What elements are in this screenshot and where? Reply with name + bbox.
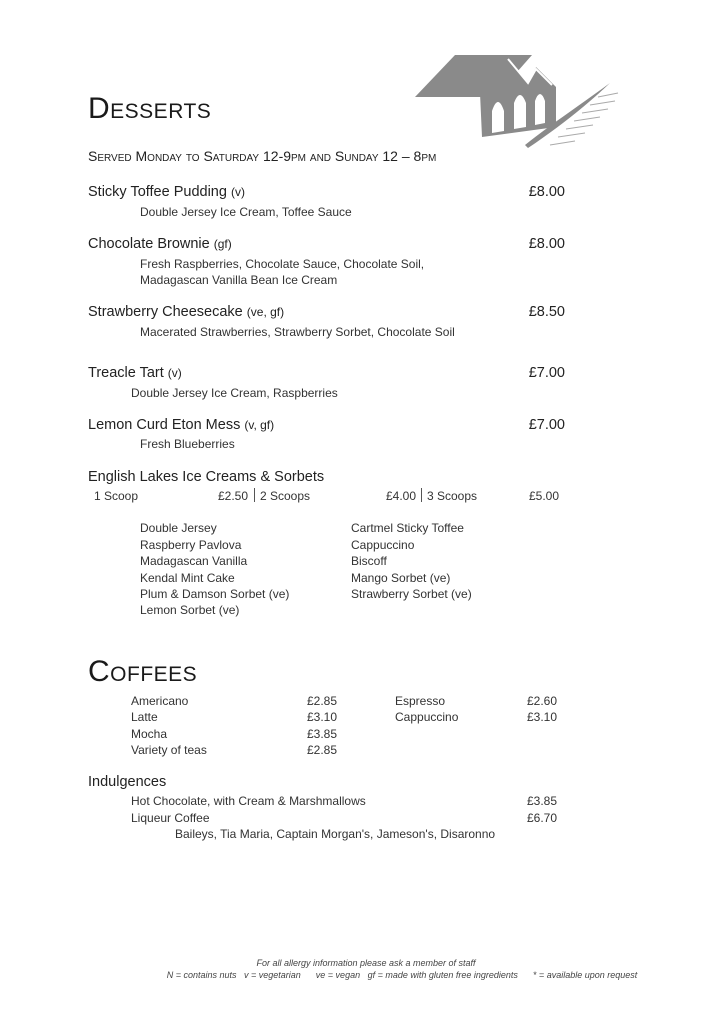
dessert-price: £8.00 bbox=[528, 184, 565, 200]
scoop-label: 3 Scoops bbox=[427, 489, 478, 503]
divider bbox=[254, 488, 255, 502]
flavour: Kendal Mint Cake bbox=[140, 571, 235, 585]
dessert-description: Double Jersey Ice Cream, Toffee Sauce bbox=[140, 205, 352, 219]
dessert-title: Lemon Curd Eton Mess bbox=[88, 417, 241, 433]
dessert-title: Treacle Tart bbox=[88, 365, 164, 381]
dessert-price: £7.00 bbox=[528, 417, 565, 433]
dessert-description: Double Jersey Ice Cream, Raspberries bbox=[131, 386, 338, 400]
dessert-name bbox=[88, 184, 245, 200]
indulgence-price: £6.70 bbox=[527, 811, 558, 825]
coffee-price: £2.60 bbox=[527, 694, 558, 708]
ice-cream-heading: English Lakes Ice Creams & Sorbets bbox=[88, 469, 325, 485]
flavour: Raspberry Pavlova bbox=[140, 538, 242, 552]
flavour: Madagascan Vanilla bbox=[140, 554, 248, 568]
flavour: Plum & Damson Sorbet (ve) bbox=[140, 587, 290, 601]
flavour: Strawberry Sorbet (ve) bbox=[351, 587, 472, 601]
flavour: Biscoff bbox=[351, 554, 387, 568]
dietary-tags: (v, gf) bbox=[244, 418, 275, 432]
dessert-description: Madagascan Vanilla Bean Ice Cream bbox=[140, 273, 338, 287]
coffee-name: Espresso bbox=[395, 694, 446, 708]
scoop-price: £2.50 bbox=[217, 489, 248, 503]
dietary-key: N = contains nuts v = vegetarian ve = vegan gf = made with gluten free ingredients * = available upon request bbox=[166, 970, 638, 980]
coffee-price: £3.85 bbox=[307, 727, 338, 741]
dietary-tags: (v) bbox=[167, 366, 182, 380]
dessert-description: Macerated Strawberries, Strawberry Sorbet, Chocolate Soil bbox=[140, 325, 455, 339]
dessert-name bbox=[88, 236, 232, 252]
dessert-name bbox=[88, 417, 274, 433]
coffee-name: Mocha bbox=[131, 727, 168, 741]
liqueur-list: Baileys, Tia Maria, Captain Morgan's, Jameson's, Disaronno bbox=[175, 827, 496, 841]
coffees-heading: Coffees bbox=[88, 655, 198, 688]
scoop-price: £4.00 bbox=[385, 489, 416, 503]
coffee-price: £2.85 bbox=[307, 694, 338, 708]
flavour: Double Jersey bbox=[140, 521, 217, 535]
coffee-price: £2.85 bbox=[307, 743, 338, 757]
scoop-price: £5.00 bbox=[528, 489, 559, 503]
divider bbox=[421, 488, 422, 502]
dessert-title: Sticky Toffee Pudding bbox=[88, 184, 227, 200]
flavour: Lemon Sorbet (ve) bbox=[140, 603, 240, 617]
coffee-price: £3.10 bbox=[527, 710, 558, 724]
dessert-name bbox=[88, 304, 284, 320]
scoop-label: 1 Scoop bbox=[94, 489, 139, 503]
dietary-tags: (v) bbox=[230, 185, 245, 199]
dessert-price: £8.50 bbox=[528, 304, 565, 320]
dessert-name bbox=[88, 365, 182, 381]
indulgence-price: £3.85 bbox=[527, 794, 558, 808]
railway-shed-logo bbox=[410, 45, 620, 155]
indulgence-name: Hot Chocolate, with Cream & Marshmallows bbox=[131, 794, 366, 808]
dessert-title: Chocolate Brownie bbox=[88, 236, 210, 252]
dessert-description: Fresh Raspberries, Chocolate Sauce, Chocolate Soil, bbox=[140, 257, 425, 271]
dessert-description: Fresh Blueberries bbox=[140, 437, 235, 451]
coffee-price: £3.10 bbox=[307, 710, 338, 724]
flavour: Cartmel Sticky Toffee bbox=[351, 521, 464, 535]
serving-hours: Served Monday to Saturday 12-9pm and Sunday 12 – 8pm bbox=[88, 148, 437, 164]
coffee-name: Latte bbox=[131, 710, 158, 724]
desserts-heading: Desserts bbox=[88, 92, 212, 125]
coffee-name: Americano bbox=[131, 694, 189, 708]
allergy-note: For all allergy information please ask a member of staff bbox=[256, 958, 476, 968]
coffee-name: Variety of teas bbox=[131, 743, 207, 757]
flavour: Mango Sorbet (ve) bbox=[351, 571, 451, 585]
coffee-name: Cappuccino bbox=[395, 710, 459, 724]
dessert-price: £7.00 bbox=[528, 365, 565, 381]
indulgence-name: Liqueur Coffee bbox=[131, 811, 210, 825]
scoop-label: 2 Scoops bbox=[260, 489, 311, 503]
dietary-tags: (gf) bbox=[213, 237, 232, 251]
flavour: Cappuccino bbox=[351, 538, 415, 552]
dietary-tags: (ve, gf) bbox=[246, 305, 285, 319]
dessert-title: Strawberry Cheesecake bbox=[88, 304, 243, 320]
indulgences-heading: Indulgences bbox=[88, 774, 167, 790]
dessert-price: £8.00 bbox=[528, 236, 565, 252]
